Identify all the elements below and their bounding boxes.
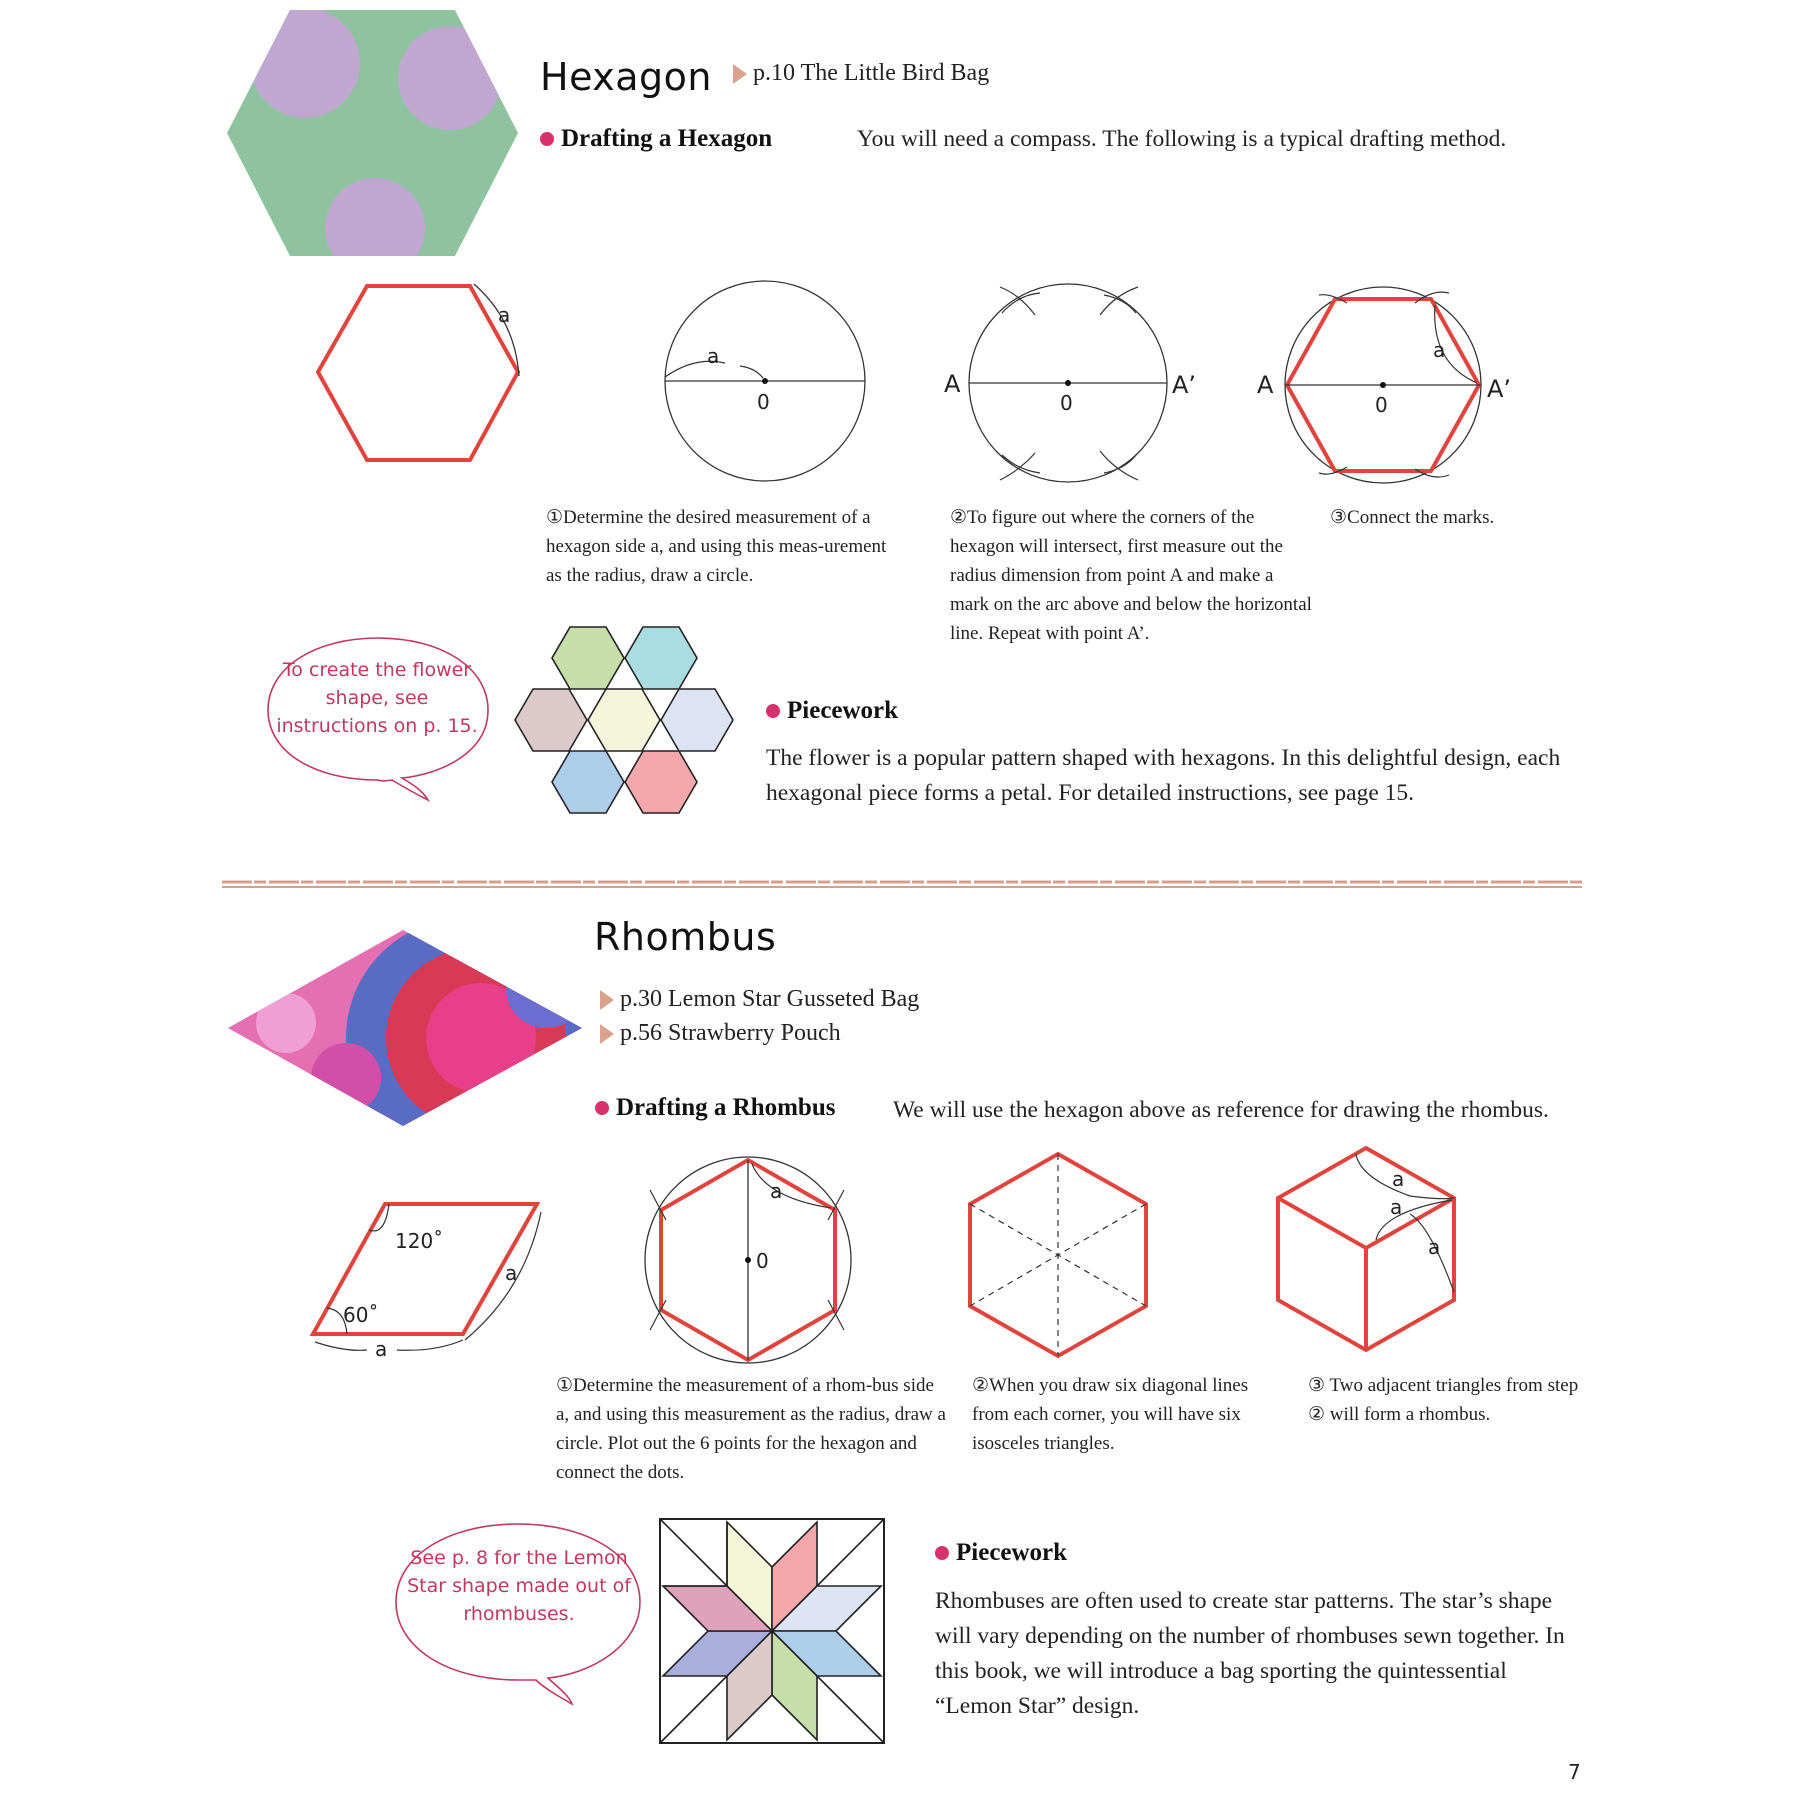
hexagon-step-1-text: ①Determine the desired measurement of a hexagon side a, and using this meas-urement as the radius, draw a circle. [546, 507, 887, 586]
page-number: 7 [1568, 1760, 1581, 1784]
hexagon-step-3-text: ③Connect the marks. [1330, 507, 1495, 528]
rhombus-piecework-heading-label: Piecework [956, 1539, 1068, 1566]
hexagon-flower-illustration [512, 623, 742, 838]
rhombus-reference-2-label: p.56 Strawberry Pouch [620, 1020, 841, 1046]
lemon-star-callout: See p. 8 for the Lemon Star shape made out of rhombuses. [407, 1547, 631, 1625]
drafting-hexagon-heading [540, 125, 772, 153]
hexagon-reference [733, 60, 989, 87]
rhombus-angle-diagram [305, 1190, 545, 1370]
drafting-rhombus-intro: We will use the hexagon above as reference for drawing the rhombus. [893, 1097, 1549, 1123]
point-label-A-prime: A’ [1487, 375, 1512, 403]
arrow-right-icon [733, 64, 747, 84]
drafting-rhombus-heading-label: Drafting a Rhombus [616, 1094, 836, 1121]
rhombus-piecework-heading [935, 1539, 1067, 1567]
rhombus-step-3-text: ③ Two adjacent triangles from step ② will form a rhombus. [1308, 1375, 1579, 1425]
red-hexagon-shape [318, 286, 518, 460]
bullet-dot-icon [540, 132, 554, 146]
radius-label-a: a [707, 344, 720, 368]
arrow-right-icon [600, 990, 614, 1010]
hexagon-step3-diagram [1255, 275, 1525, 495]
rhombus-fabric-swatch [226, 928, 586, 1128]
drafting-hexagon-heading-label: Drafting a Hexagon [561, 125, 773, 152]
side-label-a: a [498, 303, 511, 327]
lemon-star-illustration [659, 1518, 887, 1745]
bullet-dot-icon [595, 1101, 609, 1115]
side-label-a: a [505, 1261, 518, 1285]
point-label-A-prime: A’ [1172, 371, 1197, 399]
side-label-a: a [375, 1337, 388, 1361]
side-label-a: a [1392, 1167, 1405, 1191]
drafting-hexagon-intro: You will need a compass. The following is a typical drafting method. [857, 126, 1507, 152]
rhombus-step2-diagram [962, 1148, 1162, 1373]
rhombus-reference-1 [600, 986, 919, 1013]
rhombus-step3-diagram [1270, 1142, 1470, 1367]
hexagon-step1-diagram [655, 278, 875, 488]
hexagon-reference-label: p.10 The Little Bird Bag [753, 60, 990, 86]
hexagon-step-2-text: ②To figure out where the corners of the hexagon will intersect, first measure out the radius dimension from point A and make a mark on the arc above and below the horizontal line. Repeat with point A’. [950, 507, 1312, 644]
flower-petal-top-right [625, 627, 697, 689]
flower-petal-right [661, 689, 733, 751]
center-label-o: 0 [1060, 391, 1073, 415]
rhombus-piecework-text: Rhombuses are often used to create star patterns. The star’s shape will vary depending on the number of rhombuses sewn together. In this book, we will introduce a bag sporting the quintessential “Lemon Star” design. [935, 1588, 1565, 1719]
rhombus-reference-2 [600, 1020, 841, 1047]
bullet-dot-icon [766, 704, 780, 718]
hexagon-piecework-heading [766, 697, 898, 725]
side-label-a: a [1433, 338, 1446, 362]
side-label-a: a [770, 1179, 783, 1203]
hexagon-fabric-swatch [225, 8, 520, 258]
flower-petal-top-left [552, 627, 624, 689]
hexagon-piecework-text: The flower is a popular pattern shaped with hexagons. In this delightful design, each hexagonal piece forms a petal. For detailed instructions, see page 15. [766, 745, 1561, 806]
side-label-a: a [1390, 1195, 1403, 1219]
rhombus-step-2-text: ②When you draw six diagonal lines from each corner, you will have six isosceles triangles. [972, 1375, 1249, 1454]
side-label-a: a [1428, 1235, 1441, 1259]
flower-petal-center [588, 689, 660, 751]
hexagon-title: Hexagon [540, 55, 713, 99]
center-label-o: 0 [757, 390, 770, 414]
hexagon-step2-diagram [940, 275, 1210, 495]
section-divider [222, 878, 1582, 892]
flower-petal-left [515, 689, 587, 751]
drafting-rhombus-heading [595, 1094, 835, 1122]
center-label-o: 0 [756, 1249, 769, 1273]
angle-label-120: 120˚ [395, 1229, 444, 1253]
point-label-A: A [1257, 371, 1274, 399]
flower-shape-callout: To create the flower shape, see instructions on p. 15. [276, 659, 478, 737]
rhombus-step-1-text: ①Determine the measurement of a rhom-bus side a, and using this measurement as the radius, draw a circle. Plot out the 6 points for the hexagon and connect the dots. [556, 1375, 946, 1483]
bullet-dot-icon [935, 1546, 949, 1560]
arrow-right-icon [600, 1024, 614, 1044]
rhombus-step1-diagram [636, 1148, 868, 1373]
rhombus-title: Rhombus [594, 915, 777, 959]
hexagon-side-diagram [310, 280, 535, 470]
angle-label-60: 60˚ [343, 1303, 379, 1327]
rhombus-reference-1-label: p.30 Lemon Star Gusseted Bag [620, 986, 920, 1012]
flower-petal-bottom-left [552, 751, 624, 813]
center-label-o: 0 [1375, 393, 1388, 417]
point-label-A: A [944, 370, 961, 398]
flower-petal-bottom-right [625, 751, 697, 813]
hexagon-piecework-heading-label: Piecework [787, 697, 899, 724]
